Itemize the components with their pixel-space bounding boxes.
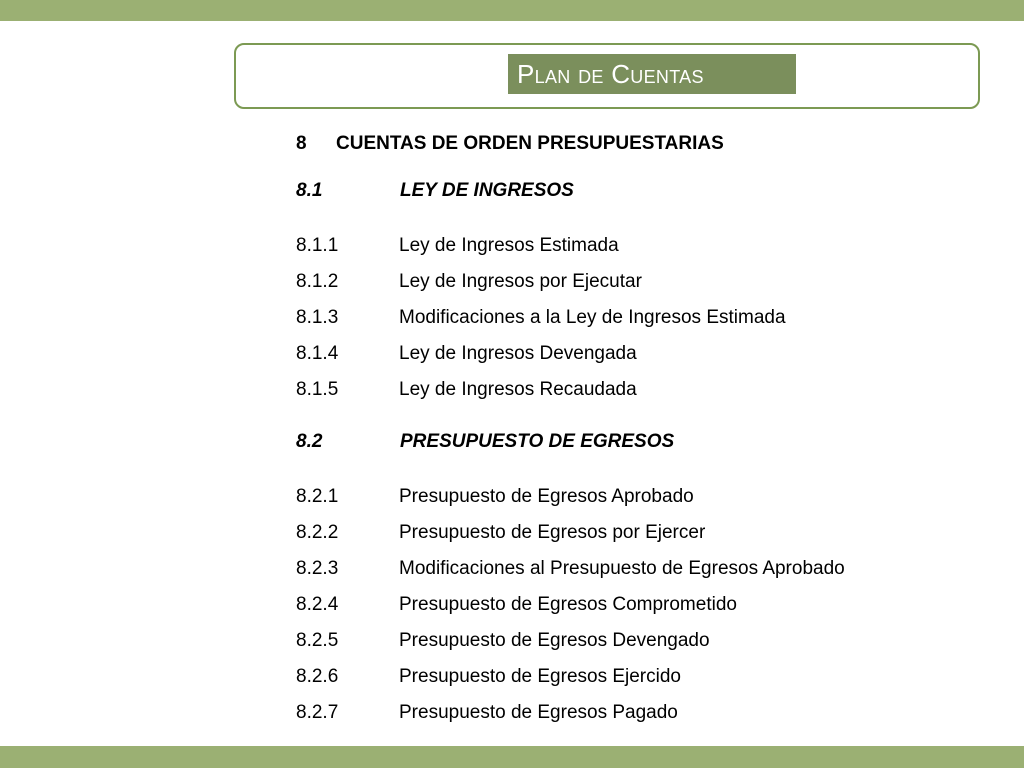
section-label: LEY DE INGRESOS xyxy=(400,180,574,201)
account-label: Presupuesto de Egresos Ejercido xyxy=(399,666,681,687)
account-code: 8.2.4 xyxy=(296,594,339,615)
slide-title: Plan de Cuentas xyxy=(508,54,796,94)
bottom-band xyxy=(0,746,1024,768)
section-code: 8.2 xyxy=(296,431,323,452)
account-code: 8.1.2 xyxy=(296,271,339,292)
heading-label: CUENTAS DE ORDEN PRESUPUESTARIAS xyxy=(336,133,724,154)
account-label: Ley de Ingresos por Ejecutar xyxy=(399,271,642,292)
account-label: Presupuesto de Egresos Pagado xyxy=(399,702,678,723)
account-label: Ley de Ingresos Devengada xyxy=(399,343,637,364)
account-label: Modificaciones a la Ley de Ingresos Estimada xyxy=(399,307,786,328)
account-code: 8.2.1 xyxy=(296,486,339,507)
account-label: Presupuesto de Egresos Aprobado xyxy=(399,486,694,507)
account-code: 8.1.4 xyxy=(296,343,339,364)
section-label: PRESUPUESTO DE EGRESOS xyxy=(400,431,675,452)
account-label: Presupuesto de Egresos Comprometido xyxy=(399,594,737,615)
account-code: 8.1.5 xyxy=(296,379,339,400)
account-label: Presupuesto de Egresos Devengado xyxy=(399,630,710,651)
account-code: 8.2.6 xyxy=(296,666,339,687)
account-code: 8.2.5 xyxy=(296,630,339,651)
account-code: 8.1.3 xyxy=(296,307,339,328)
account-label: Modificaciones al Presupuesto de Egresos Aprobado xyxy=(399,558,845,579)
heading-code: 8 xyxy=(296,133,307,154)
account-label: Presupuesto de Egresos por Ejercer xyxy=(399,522,706,543)
account-code: 8.2.2 xyxy=(296,522,339,543)
account-code: 8.2.7 xyxy=(296,702,339,723)
account-label: Ley de Ingresos Recaudada xyxy=(399,379,637,400)
top-band xyxy=(0,0,1024,21)
section-code: 8.1 xyxy=(296,180,323,201)
account-code: 8.1.1 xyxy=(296,235,339,256)
account-code: 8.2.3 xyxy=(296,558,339,579)
account-label: Ley de Ingresos Estimada xyxy=(399,235,619,256)
